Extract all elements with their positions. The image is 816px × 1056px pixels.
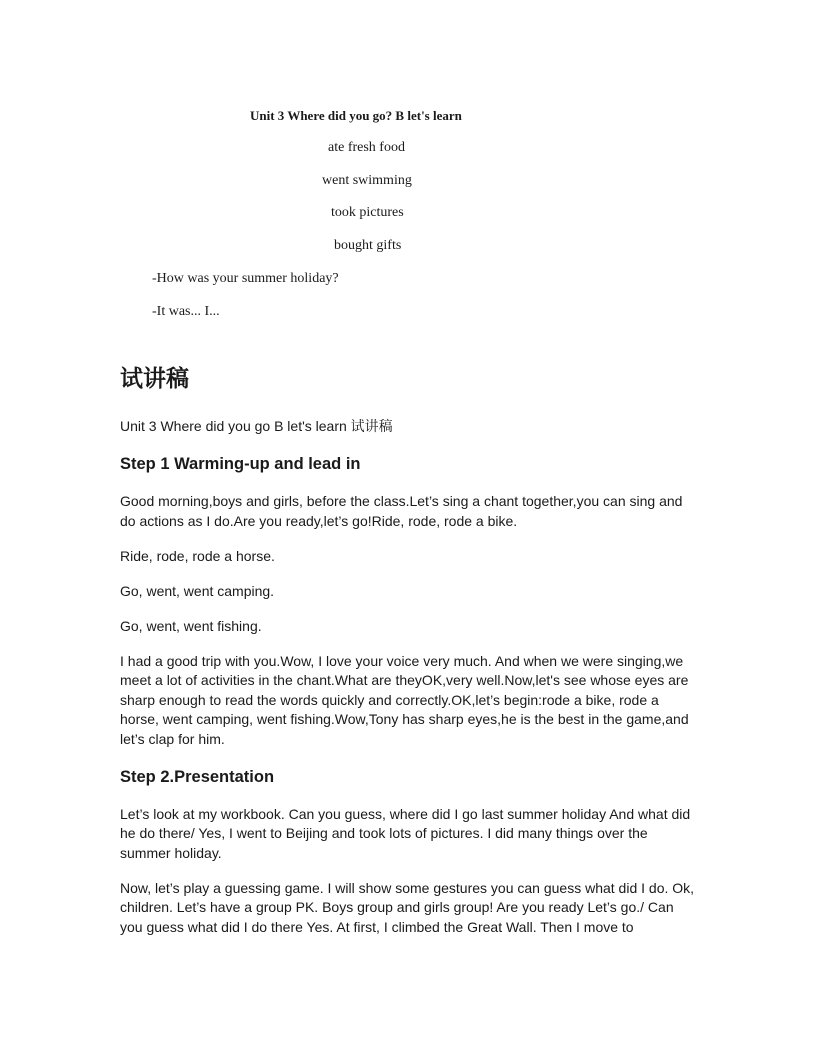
document-body (120, 362, 700, 953)
dialogue-question: -How was your summer holiday? (152, 271, 339, 286)
paragraph: Good morning,boys and girls, before the class.Let’s sing a chant together,you can sing and do actions as I do.Are you ready,let’s go!Ride, rode, rode a bike. (120, 493, 683, 529)
step2-heading: Step 2.Presentation (120, 767, 275, 786)
document-subtitle: Unit 3 Where did you go B let's learn 试讲稿 (120, 418, 393, 434)
document-heading: 试讲稿 (120, 366, 189, 392)
paragraph: Go, went, went camping. (120, 582, 275, 599)
step1-heading: Step 1 Warming-up and lead in (120, 455, 361, 473)
vocab-item: took pictures (331, 205, 404, 220)
paragraph: I had a good trip with you.Wow, I love your voice very much. And when we were singing,we meet a lot of activities in the chant.What are theyOK,very well.Now,let's see whose eyes are sharp enough to read the words quickly and correctly.OK,let’s begin:rode a bike, rode a horse, went camping, went fishing.Wow,Tony has sharp eyes,he is the best in the game,and let’s clap for him. (120, 652, 689, 747)
dialogue-answer: -It was... I... (152, 304, 220, 319)
paragraph: Go, went, went fishing. (120, 617, 262, 634)
vocab-item: ate fresh food (328, 140, 405, 155)
paragraph: Now, let’s play a guessing game. I will show some gestures you can guess what did I do. Ok, children. Let’s have a group PK. Boys group and girls group! Are you ready Let’s go./ Can you guess what did I do there Yes. At first, I climbed the Great Wall. Then I move to (120, 879, 695, 935)
paragraph: Ride, rode, rode a horse. (120, 547, 275, 564)
paragraph: Let’s look at my workbook. Can you guess, where did I go last summer holiday And what did he do there/ Yes, I went to Beijing and took lots of pictures. I did many things over the summer holiday. (120, 805, 691, 861)
vocab-item: bought gifts (334, 238, 402, 253)
slide-title: Unit 3 Where did you go? B let's learn (250, 108, 462, 123)
vocab-item: went swimming (322, 173, 412, 188)
